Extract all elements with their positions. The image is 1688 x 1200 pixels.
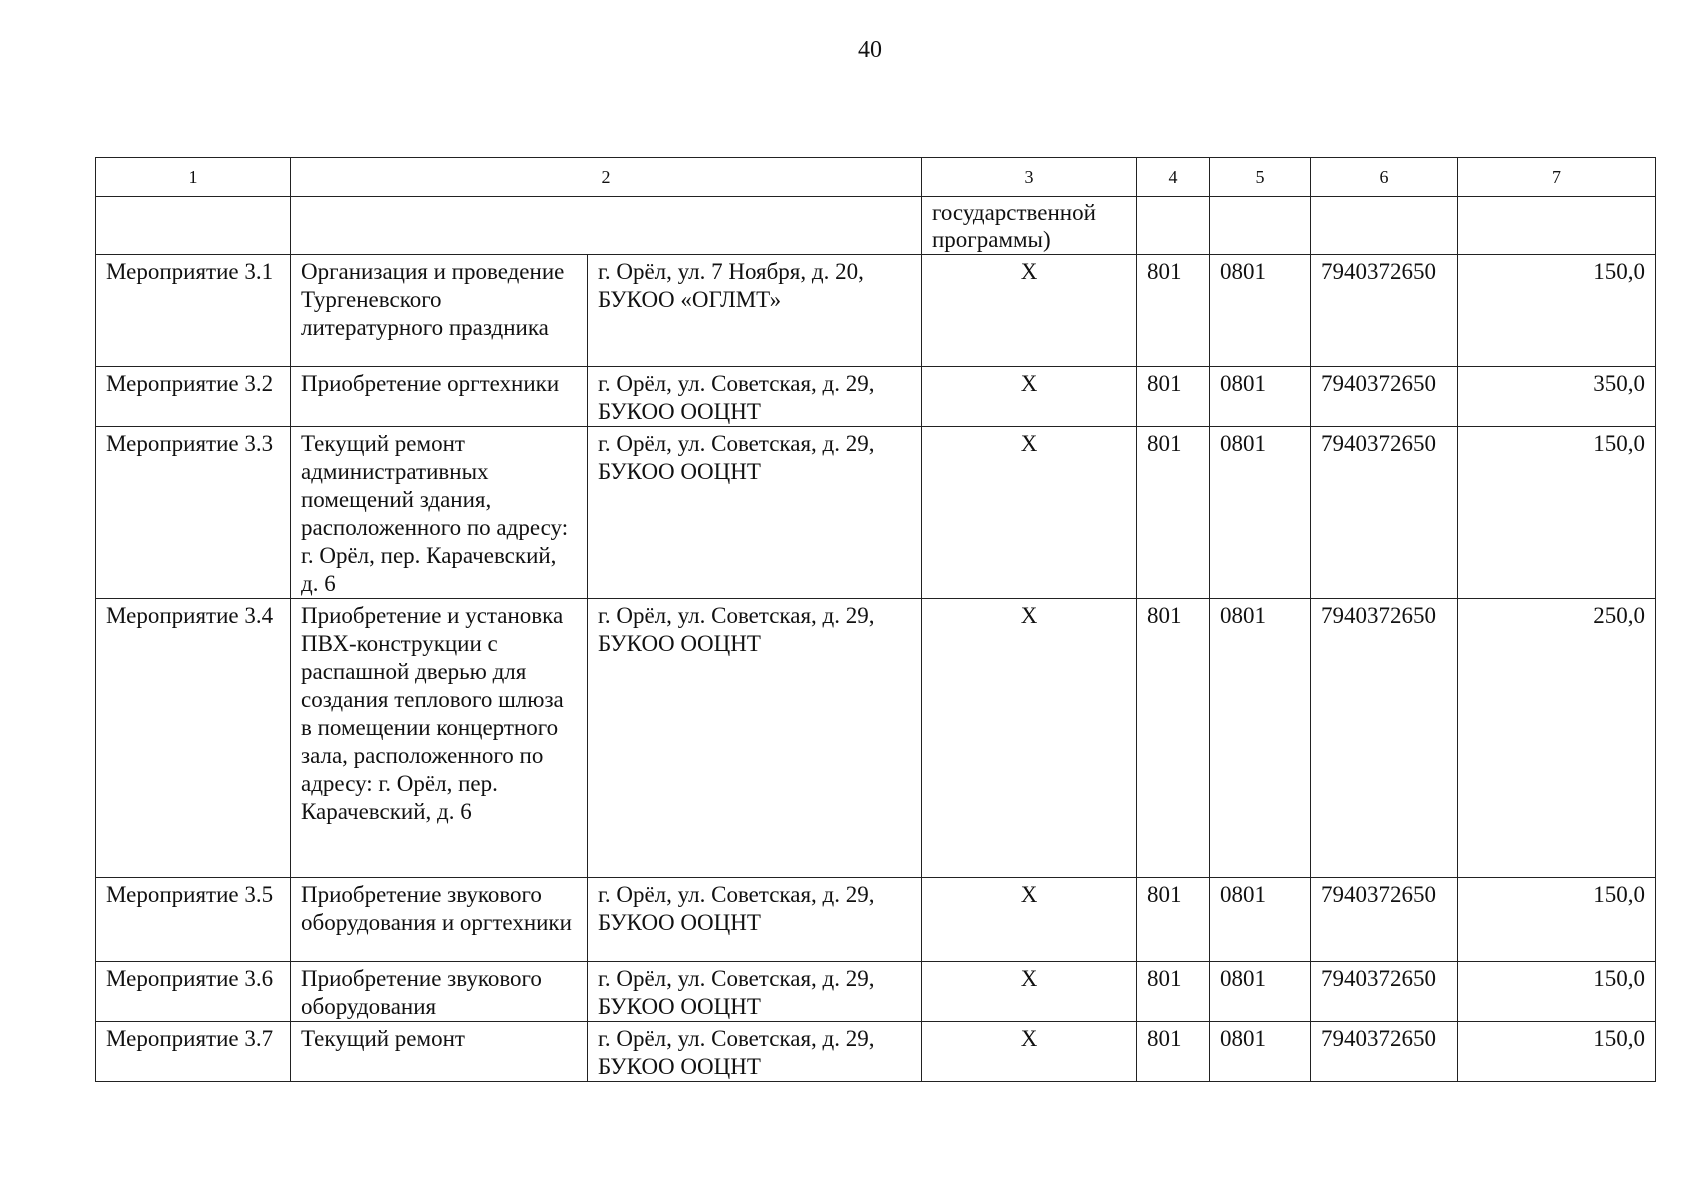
code-5-cell: 0801 [1210, 255, 1311, 367]
description-cell: Приобретение оргтехники [291, 367, 588, 427]
mark-cell: X [922, 1022, 1137, 1082]
column-number-4: 4 [1137, 158, 1210, 197]
code-5-cell: 0801 [1210, 1022, 1311, 1082]
column-number-6: 6 [1311, 158, 1458, 197]
continuation-cell-6 [1311, 197, 1458, 255]
code-4-cell: 801 [1137, 255, 1210, 367]
mark-cell: X [922, 878, 1137, 962]
description-cell: Приобретение звукового оборудования [291, 962, 588, 1022]
continuation-cell-4 [1137, 197, 1210, 255]
amount-cell: 150,0 [1458, 1022, 1656, 1082]
code-4-cell: 801 [1137, 427, 1210, 599]
event-cell: Мероприятие 3.1 [96, 255, 291, 367]
continuation-cell-1 [96, 197, 291, 255]
column-number-7: 7 [1458, 158, 1656, 197]
column-number-2: 2 [291, 158, 922, 197]
page-number: 40 [858, 37, 882, 63]
continuation-cell-7 [1458, 197, 1656, 255]
column-number-row [96, 158, 1656, 197]
code-4-cell: 801 [1137, 878, 1210, 962]
table-row [96, 427, 1656, 599]
code-6-cell: 7940372650 [1311, 255, 1458, 367]
event-cell: Мероприятие 3.7 [96, 1022, 291, 1082]
table-row [96, 1022, 1656, 1082]
executor-cell: г. Орёл, ул. Советская, д. 29, БУКОО ООЦНТ [588, 1022, 922, 1082]
description-cell: Организация и проведение Тургеневского литературного праздника [291, 255, 588, 367]
executor-cell: г. Орёл, ул. Советская, д. 29, БУКОО ООЦНТ [588, 427, 922, 599]
code-4-cell: 801 [1137, 599, 1210, 878]
code-4-cell: 801 [1137, 367, 1210, 427]
executor-cell: г. Орёл, ул. Советская, д. 29, БУКОО ООЦНТ [588, 878, 922, 962]
code-5-cell: 0801 [1210, 427, 1311, 599]
amount-cell: 250,0 [1458, 599, 1656, 878]
event-cell: Мероприятие 3.2 [96, 367, 291, 427]
executor-cell: г. Орёл, ул. Советская, д. 29, БУКОО ООЦНТ [588, 599, 922, 878]
table-row [96, 962, 1656, 1022]
amount-cell: 150,0 [1458, 962, 1656, 1022]
code-5-cell: 0801 [1210, 878, 1311, 962]
table-row [96, 599, 1656, 878]
code-6-cell: 7940372650 [1311, 1022, 1458, 1082]
event-cell: Мероприятие 3.4 [96, 599, 291, 878]
continuation-cell-3: государственной программы) [922, 197, 1137, 255]
code-4-cell: 801 [1137, 1022, 1210, 1082]
mark-cell: X [922, 599, 1137, 878]
code-6-cell: 7940372650 [1311, 599, 1458, 878]
description-cell: Текущий ремонт [291, 1022, 588, 1082]
table-row [96, 255, 1656, 367]
amount-cell: 150,0 [1458, 878, 1656, 962]
code-5-cell: 0801 [1210, 367, 1311, 427]
column-number-3: 3 [922, 158, 1137, 197]
mark-cell: X [922, 427, 1137, 599]
event-cell: Мероприятие 3.3 [96, 427, 291, 599]
table-body [96, 158, 1656, 1082]
description-cell: Текущий ремонт административных помещений здания, расположенного по адресу: г. Орёл, пер. Карачевский, д. 6 [291, 427, 588, 599]
column-number-1: 1 [96, 158, 291, 197]
description-cell: Приобретение и установка ПВХ-конструкции с распашной дверью для создания теплового шлюза в помещении концертного зала, расположенного по адресу: г. Орёл, пер. Карачевский, д. 6 [291, 599, 588, 878]
table-row [96, 878, 1656, 962]
event-cell: Мероприятие 3.5 [96, 878, 291, 962]
table-row [96, 367, 1656, 427]
code-6-cell: 7940372650 [1311, 962, 1458, 1022]
mark-cell: X [922, 962, 1137, 1022]
code-6-cell: 7940372650 [1311, 427, 1458, 599]
amount-cell: 150,0 [1458, 255, 1656, 367]
mark-cell: X [922, 255, 1137, 367]
code-6-cell: 7940372650 [1311, 878, 1458, 962]
description-cell: Приобретение звукового оборудования и оргтехники [291, 878, 588, 962]
amount-cell: 350,0 [1458, 367, 1656, 427]
executor-cell: г. Орёл, ул. 7 Ноября, д. 20, БУКОО «ОГЛМТ» [588, 255, 922, 367]
program-table [95, 157, 1656, 1082]
code-4-cell: 801 [1137, 962, 1210, 1022]
executor-cell: г. Орёл, ул. Советская, д. 29, БУКОО ООЦНТ [588, 962, 922, 1022]
continuation-cell-2 [291, 197, 922, 255]
continuation-cell-5 [1210, 197, 1311, 255]
mark-cell: X [922, 367, 1137, 427]
code-5-cell: 0801 [1210, 962, 1311, 1022]
column-number-5: 5 [1210, 158, 1311, 197]
amount-cell: 150,0 [1458, 427, 1656, 599]
executor-cell: г. Орёл, ул. Советская, д. 29, БУКОО ООЦНТ [588, 367, 922, 427]
continuation-row [96, 197, 1656, 255]
event-cell: Мероприятие 3.6 [96, 962, 291, 1022]
code-5-cell: 0801 [1210, 599, 1311, 878]
code-6-cell: 7940372650 [1311, 367, 1458, 427]
